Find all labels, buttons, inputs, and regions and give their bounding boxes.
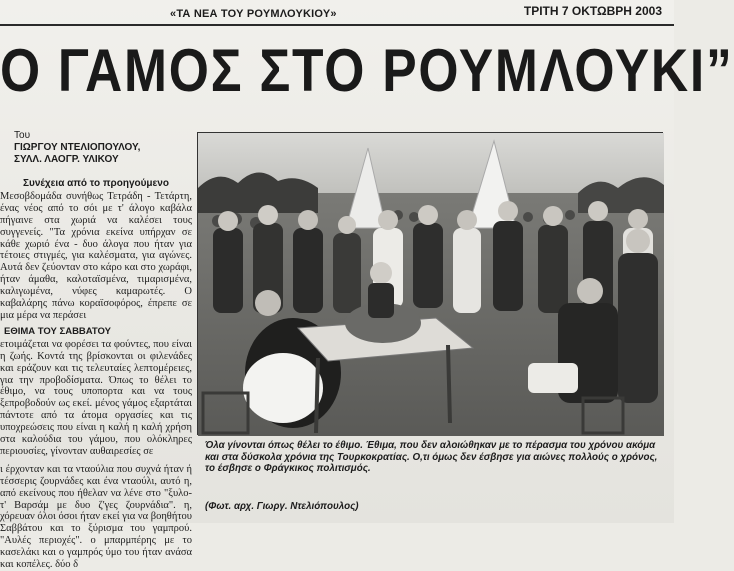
wedding-photo	[197, 132, 663, 435]
paragraph-1: Μεσοβδομάδα συνήθως Τετράδη - Τετάρτη, ένας νέος από το σόι με τ' άλογο καβάλα πήγαινε στα χωριά να καλέσει τους συγγενείς. "Τα χρόνια εκείνα υπήρχαν σε κάθε χωριό ένα - δυο άλογα που ήταν για τέτοιες στιγμές, για καλέσματα, για αγώνες. Αυτά δεν ζεύονταν στο κάρο και στο χωράφι, ήταν άμαθα, καλοταϊσμένα, τιμαρισμένα, καλιγωμένα, νύφες καμαρωτές. Ο καβαλάρης πάνω κοραϊσοφόρος, έπρεπε σε μια μέρα να περάσει	[0, 190, 192, 321]
byline-prefix: Του	[14, 130, 31, 141]
byline-author: ΓΙΩΡΓΟΥ ΝΤΕΛΙΟΠΟΥΛΟΥ,	[14, 142, 141, 153]
newspaper-name: «ΤΑ ΝΕΑ ΤΟΥ ΡΟΥΜΛΟΥΚΙΟΥ»	[170, 8, 337, 20]
article-column	[0, 178, 192, 571]
paragraph-2: ετοιμάζεται να φορέσει τα φούντες, που είναι η ζωής. Κοντά της βρίσκονται οι φιλενάδες και εράζουν και τις τελευταίες λεπτομέρειες, για την προβοδίσματα. Όπως το θέλει το έθιμο, να τους υποπορτα και να τους ξεπροβοδούν ως εκεί. μένος γάμος εξαρτάται πάντοτε από τα άτομα οργασίες και τις υποχρεώσεις που είναι η καλή η καλή χρήση στα καλούδια του γάμου, που ολόκληρες περιουσίες, γίνονταν αυθαιρεσίες σε	[0, 338, 192, 457]
byline-organization: ΣΥΛΛ. ΛΑΟΓΡ. ΥΛΙΚΟΥ	[14, 154, 119, 165]
header-rule	[0, 24, 674, 26]
wedding-photo-image	[198, 133, 664, 436]
continued-note: Συνέχεια από το προηγούμενο	[23, 178, 169, 189]
photo-credit: (Φωτ. αρχ. Γιωργ. Ντελιόπουλος)	[205, 501, 359, 512]
photo-caption: Όλα γίνονται όπως θέλει το έθιμο. Έθιμα, που δεν αλοιώθηκαν με το πέρασμα του χρόνου ακόμα και στα δύσκολα χρόνια της Τουρκοκρατίας. Ο,τι όμως δεν έσβησε για αιώνες πολλούς ο χρόνος, το έσβησε ο Φράγκικος πολιτισμός.	[205, 440, 658, 474]
section-subhead: ΕΘΙΜΑ ΤΟΥ ΣΑΒΒΑΤΟΥ	[4, 325, 111, 337]
article-headline: Ο ΓΑΜΟΣ ΣΤΟ ΡΟΥΜΛΟΥΚΙ”	[0, 37, 734, 104]
paragraph-3: ι έρχονταν και τα νταούλια που συχνά ήταν ή τέσσερις ζουρνάδες και ένα νταούλι, αυτό η, από εκείνους που ήθελαν να λένε στο "ξυλο-τ' Βαρσάμ με δυο ζ'γες ζουρνάδια". η, χόρευαν όλοι όσοι ήταν εκεί για να βοηθήτου Σαββάτου και το ξύρισμα του γαμπρού. "Αυλές περιοχές". ο μπαρμπέρης με το κασελάκι και ο γαμπρός ύμο του ήταν ανάσα και κοπέλες. δύο δ	[0, 463, 192, 571]
issue-date: ΤΡΙΤΗ 7 ΟΚΤΩΒΡΗ 2003	[523, 4, 662, 18]
byline	[14, 130, 194, 166]
